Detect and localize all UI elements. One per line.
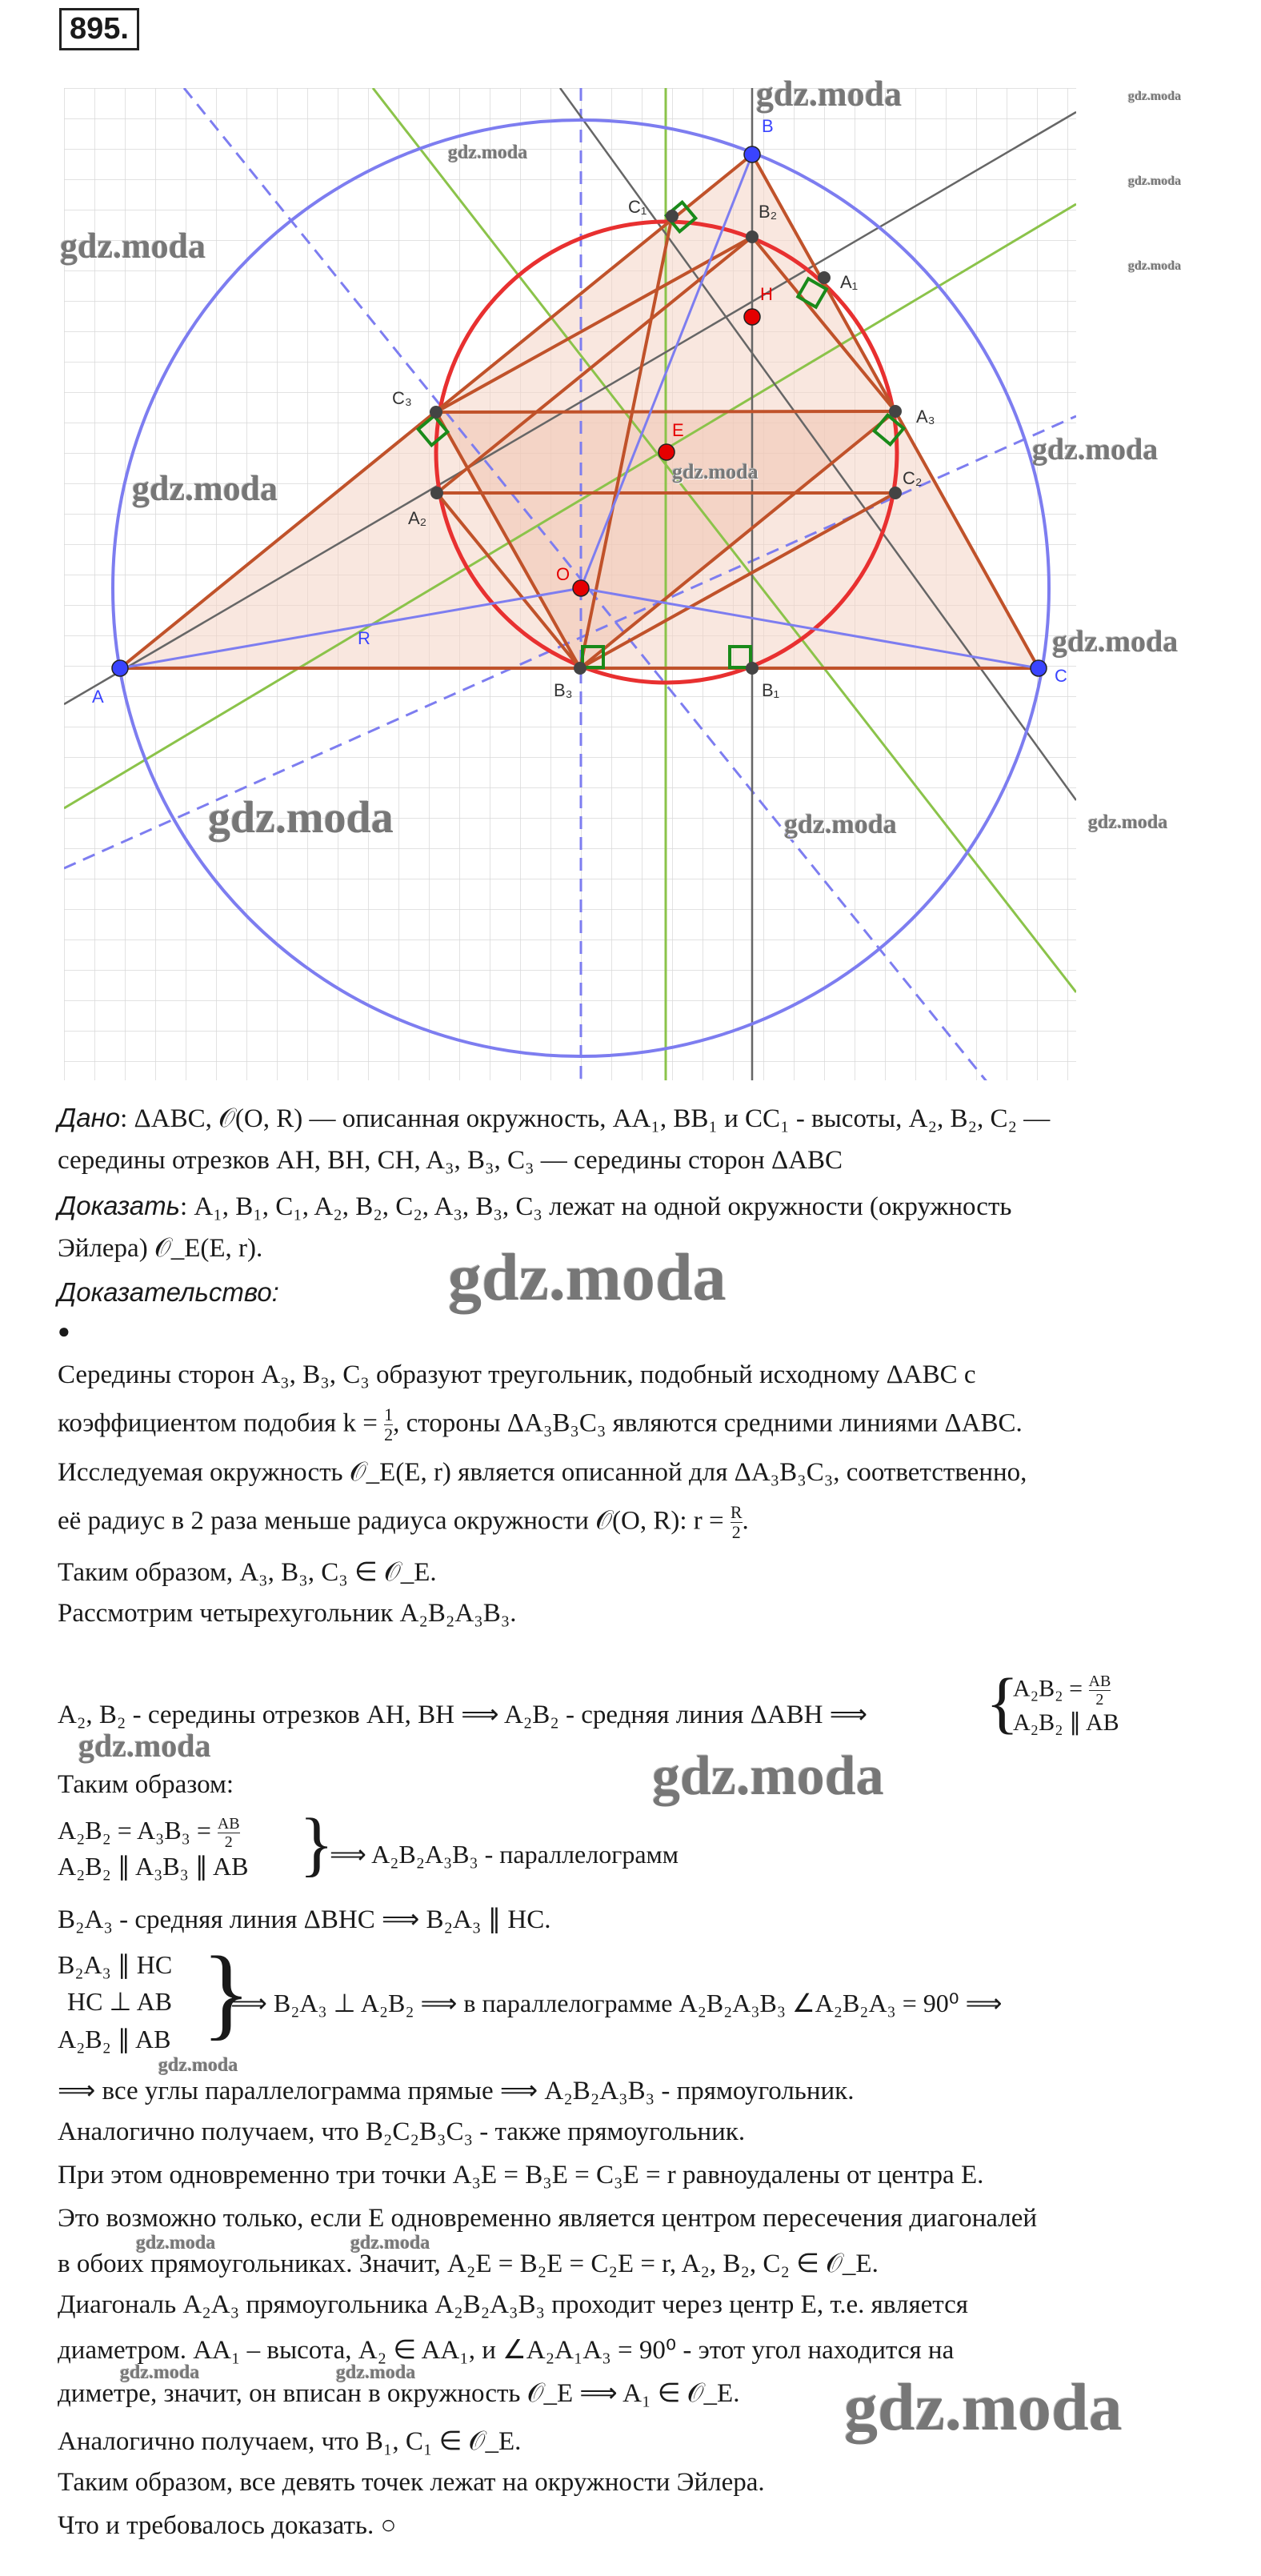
point-a3 [889,405,902,418]
segment-c3-a3 [436,411,895,412]
proof-label: Доказательство: [58,1277,279,1307]
label-a: A [92,687,104,707]
system-row-3: A₂B₂ ∥ AB [58,2024,171,2053]
label-b3: B₃ [554,680,573,700]
proof-p3: Исследуемая окружность 𝒪_E(E, r) является описанной для ΔA₃B₃C₃, соответственно, [58,1458,1027,1487]
point-a1 [818,271,831,284]
point-c1 [666,210,679,222]
watermark: gdz.moda [1128,90,1182,103]
watermark: gdz.moda [1088,812,1168,833]
fraction-r-half [731,1503,743,1542]
watermark: gdz.moda [1128,174,1182,188]
proof-p5: Таким образом, A₃, B₃, C₃ ∈ 𝒪_E. [58,1558,437,1587]
watermark: gdz.moda [158,2055,238,2076]
label-o: O [556,564,570,584]
system-result: ⟹ A₂B₂A₃B₃ - параллелограмм [330,1840,679,1869]
label-a1: A₁ [840,272,859,292]
proof-p17: Диагональ A₂A₃ прямоугольника A₂B₂A₃B₃ проходит через центр E, т.е. является [58,2290,968,2319]
point-b3 [574,662,586,675]
label-b: B [762,116,774,136]
label-b2: B₂ [759,202,778,222]
prove-line-2: Эйлера) 𝒪_E(E, r). [58,1234,263,1263]
system-row-2: A₂B₂ ∥ A₃B₃ ∥ AB [58,1852,249,1881]
given-line-1 [58,1103,1050,1134]
point-b1 [746,662,759,675]
bullet: ● [58,1319,70,1343]
point-b2 [746,230,759,243]
label-b1: B₁ [762,680,780,700]
proof-p21: Таким образом, все девять точек лежат на окружности Эйлера. [58,2468,765,2497]
point-c [1031,660,1047,676]
watermark: gdz.moda [844,2370,1123,2445]
fraction-num: AB [217,1815,240,1833]
proof-p7: A₂, B₂ - середины отрезков AH, BH ⟹ A₂B₂ - средняя линия ΔABH ⟹ [58,1701,868,1729]
brace: } [202,1936,251,2049]
fraction-ab-2 [218,1815,240,1851]
brace: { [986,1664,1019,1741]
watermark: gdz.moda [350,2233,430,2253]
watermark: gdz.moda [78,1728,211,1764]
fraction-den: 2 [224,1833,233,1851]
proof-p2 [58,1405,1023,1444]
prove-text-1: : A₁, B₁, C₁, A₂, B₂, C₂, A₃, B₃, C₃ лежат на одной окружности (окружность [179,1192,1012,1221]
watermark: gdz.moda [784,810,897,839]
point-h [744,309,760,325]
proof-p10: B₂A₃ - средняя линия ΔBHC ⟹ B₂A₃ ∥ HC. [58,1905,551,1934]
p2-start: коэффициентом подобия k = [58,1408,385,1438]
point-o [573,580,589,596]
fraction-num: AB [1088,1673,1111,1690]
fraction-den: 2 [1095,1691,1104,1709]
system-parallelogram [58,1805,679,1884]
sys-eq-start: A₂B₂ = [1013,1675,1089,1702]
label-c: C [1055,666,1067,686]
point-c3 [430,406,442,419]
watermark: gdz.moda [652,1745,884,1807]
watermark: gdz.moda [136,2233,216,2253]
point-e [659,444,675,460]
watermark: gdz.moda [336,2362,416,2383]
given-text-1: : ΔABC, 𝒪(O, R) — описанная окружность, AA₁, BB₁ и CC₁ - высоты, A₂, B₂, C₂ — [120,1104,1051,1133]
watermark: gdz.moda [1032,433,1159,467]
watermark: gdz.moda [208,793,394,843]
label-r: R [358,628,370,648]
system-row-2: HC ⊥ AB [67,1987,173,2017]
fraction-one-half [384,1405,393,1444]
system-result: ⟹ B₂A₃ ⊥ A₂B₂ ⟹ в параллелограмме A₂B₂A₃B₃ ∠A₂B₂A₃ = 90⁰ ⟹ [230,1989,1003,2017]
euler-circle-figure [0,0,1261,1088]
watermark: gdz.moda [756,74,903,114]
system-row-1: B₂A₃ ∥ HC [58,1950,173,1979]
proof-p1: Середины сторон A₃, B₃, C₃ образуют треугольник, подобный исходному ΔABC с [58,1360,976,1389]
label-c3: C₃ [392,388,412,408]
proof-p19: диметре, значит, он вписан в окружность 𝒪_E ⟹ A₁ ∈ 𝒪_E. [58,2379,740,2408]
watermark: gdz.moda [672,460,759,483]
system-a2b2 [986,1664,1119,1741]
watermark: gdz.moda [448,142,528,163]
watermark: gdz.moda [132,469,278,508]
label-e: E [672,420,684,440]
system-row-1 [1013,1673,1119,1709]
p2-end: , стороны ΔA₃B₃C₃ являются средними линиями ΔABC. [393,1408,1023,1438]
system-perpendicular [58,1936,1003,2057]
system-row-1 [58,1815,248,1851]
p4-end: . [742,1506,749,1536]
given-line-2: середины отрезков AH, BH, CH, A₃, B₃, C₃ — середины сторон ΔABC [58,1146,843,1175]
point-a2 [430,487,443,499]
proof-p8: Таким образом: [58,1770,234,1799]
point-c2 [889,487,902,499]
label-a2: A₂ [408,508,427,528]
watermark: gdz.moda [1128,259,1182,273]
prove-line-1 [58,1191,1011,1222]
proof-p18: диаметром. AA₁ – высота, A₂ ∈ AA₁, и ∠A₂A₁A₃ = 90⁰ - этот угол находится на [58,2336,955,2365]
fraction-num: R [730,1502,743,1522]
fraction-num: 1 [384,1404,394,1424]
fraction-ab-2 [1089,1673,1111,1709]
proof-p20: Аналогично получаем, что B₁, C₁ ∈ 𝒪_E. [58,2427,522,2456]
proof-p4 [58,1503,749,1542]
proof-p14: При этом одновременно три точки A₃E = B₃E = C₃E = r равноудалены от центра E. [58,2161,984,2189]
proof-p12: ⟹ все углы параллелограмма прямые ⟹ A₂B₂A₃B₃ - прямоугольник. [58,2077,855,2105]
point-b [744,146,760,162]
p4-start: её радиус в 2 раза меньше радиуса окружности 𝒪(O, R): r = [58,1506,731,1536]
watermark: gdz.moda [448,1240,727,1315]
watermark: gdz.moda [60,226,206,266]
proof-p15: Это возможно только, если E одновременно является центром пересечения диагоналей [58,2204,1038,2233]
fraction-den: 2 [731,1522,741,1543]
fraction-den: 2 [384,1424,394,1445]
problem-number: 895. [59,8,139,50]
label-c2: C₂ [903,468,923,488]
watermark: gdz.moda [120,2362,200,2383]
given-label: Дано [58,1103,121,1132]
sys-eq-start: A₂B₂ = A₃B₃ = [58,1815,218,1845]
proof-p13: Аналогично получаем, что B₂C₂B₃C₃ - также прямоугольник. [58,2117,746,2146]
label-c1: C₁ [628,197,647,217]
proof-p22: Что и требовалось доказать. ○ [58,2511,397,2540]
proof-p6: Рассмотрим четырехугольник A₂B₂A₃B₃. [58,1599,517,1628]
prove-label: Доказать [58,1191,180,1220]
proof-p16: в обоих прямоугольниках. Значит, A₂E = B₂E = C₂E = r, A₂, B₂, C₂ ∈ 𝒪_E. [58,2249,879,2278]
system-row-2: A₂B₂ ∥ AB [1013,1709,1119,1736]
brace: } [299,1805,334,1884]
label-h: H [760,284,773,304]
label-a3: A₃ [916,407,935,427]
point-a [112,660,128,676]
watermark: gdz.moda [1052,625,1179,659]
